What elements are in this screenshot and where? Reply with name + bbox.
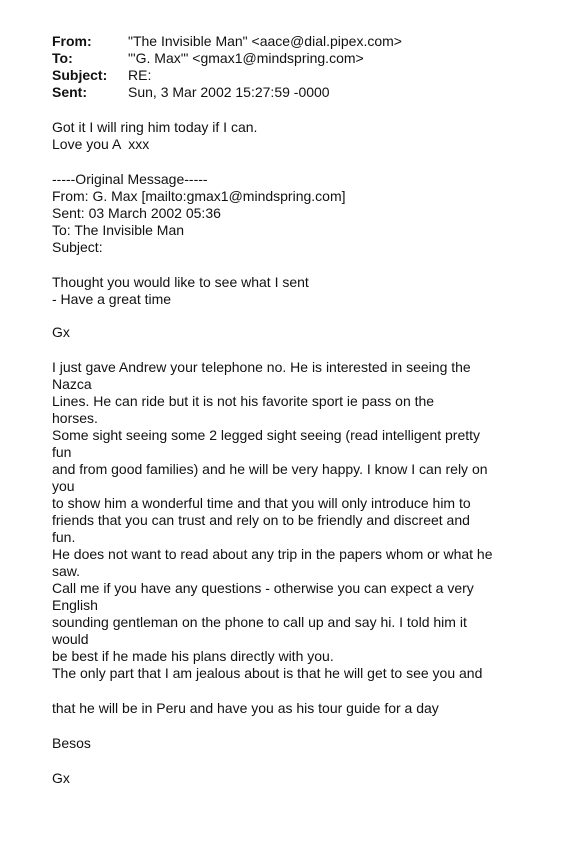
body-line: would <box>52 631 89 647</box>
body-line: Some sight seeing some 2 legged sight seeing (read intelligent pretty <box>52 427 481 443</box>
body-line: Lines. He can ride but it is not his favorite sport ie pass on the <box>52 393 435 409</box>
subject-value: RE: <box>128 67 152 83</box>
reply-line: Got it I will ring him today if I can. <box>52 119 258 135</box>
original-line: From: G. Max [mailto:gmax1@mindspring.com] <box>52 188 346 204</box>
from-value: "The Invisible Man" <aace@dial.pipex.com> <box>128 33 402 49</box>
message-body <box>52 359 562 682</box>
original-line: Sent: 03 March 2002 05:36 <box>52 205 221 221</box>
body-line: fun. <box>52 529 76 545</box>
body-line: Nazca <box>52 376 92 392</box>
original-message-header <box>52 171 562 256</box>
reply-line: Love you A xxx <box>52 136 150 152</box>
original-line: To: The Invisible Man <box>52 222 185 238</box>
intro-line: - Have a great time <box>52 291 172 307</box>
body-line: to show him a wonderful time and that you will only introduce him to <box>52 495 471 511</box>
to-label: To: <box>52 50 73 66</box>
body-line: and from good families) and he will be very happy. I know I can rely on <box>52 461 488 477</box>
body-line: be best if he made his plans directly with you. <box>52 648 334 664</box>
body-line: English <box>52 597 98 613</box>
to-value: "'G. Max'" <gmax1@mindspring.com> <box>128 50 364 66</box>
body-line: horses. <box>52 410 98 426</box>
signature-1: Gx <box>52 324 70 340</box>
body-line: fun <box>52 444 72 460</box>
sent-label: Sent: <box>52 84 87 100</box>
body-line: Call me if you have any questions - otherwise you can expect a very <box>52 580 474 596</box>
subject-label: Subject: <box>52 67 108 83</box>
intro-text <box>52 274 562 308</box>
body-line: He does not want to read about any trip in the papers whom or what he <box>52 546 493 562</box>
intro-line: Thought you would like to see what I sent <box>52 274 309 290</box>
body-line: I just gave Andrew your telephone no. He is interested in seeing the <box>52 359 471 375</box>
email-page <box>52 33 562 787</box>
email-header <box>52 33 562 101</box>
body-line: you <box>52 478 75 494</box>
body-line: sounding gentleman on the phone to call up and say hi. I told him it <box>52 614 467 630</box>
body-line: saw. <box>52 563 81 579</box>
reply-text <box>52 119 562 153</box>
from-label: From: <box>52 33 92 49</box>
signature-2: Gx <box>52 770 70 786</box>
sent-value: Sun, 3 Mar 2002 15:27:59 -0000 <box>128 84 330 100</box>
body-line: friends that you can trust and rely on to be friendly and discreet and <box>52 512 470 528</box>
body-line: The only part that I am jealous about is that he will get to see you and <box>52 665 483 681</box>
closing-line: that he will be in Peru and have you as his tour guide for a day <box>52 700 439 716</box>
original-line: -----Original Message----- <box>52 171 208 187</box>
besos-text: Besos <box>52 735 91 751</box>
original-line: Subject: <box>52 239 103 255</box>
